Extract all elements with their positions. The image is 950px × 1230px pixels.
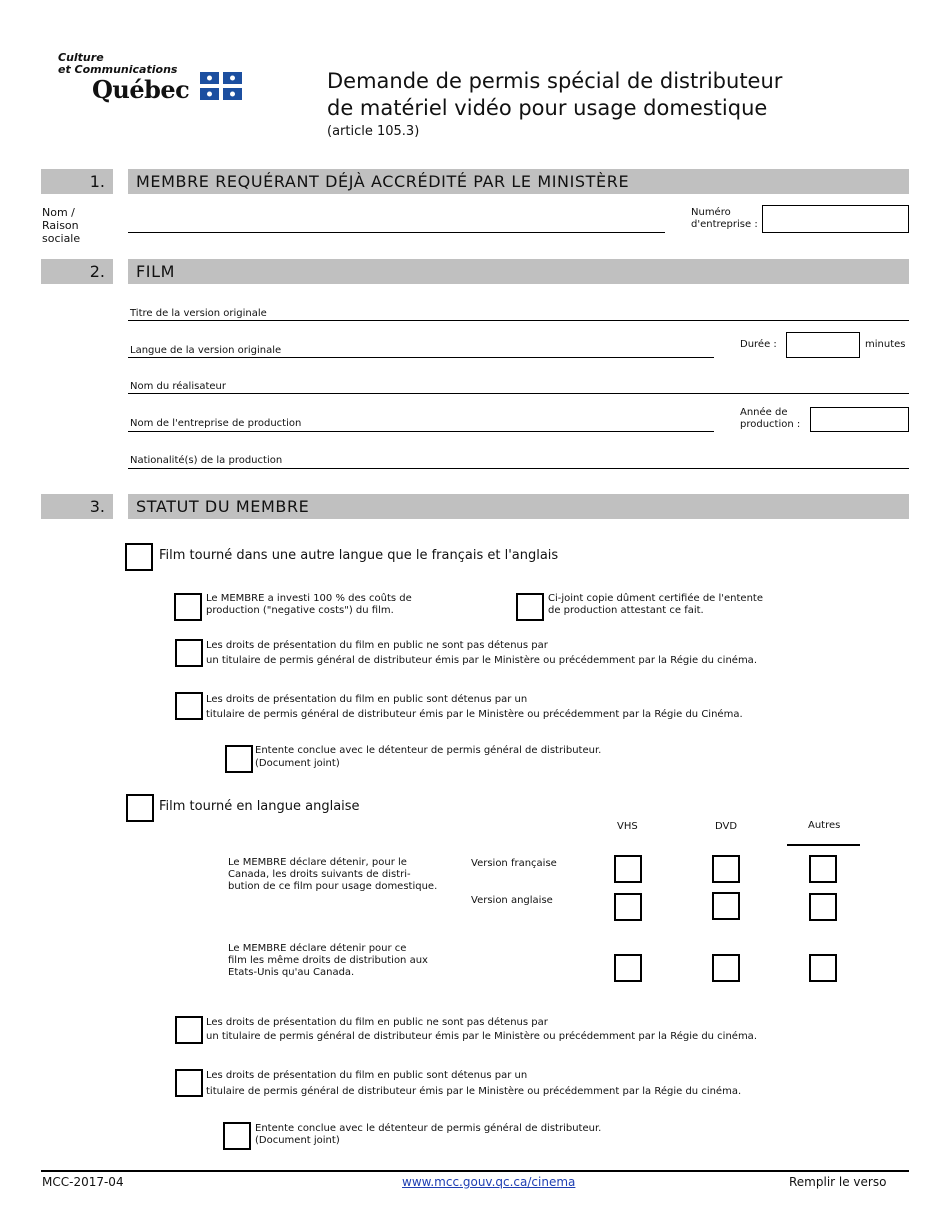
section1-title-bar (128, 169, 909, 194)
quebec-logo (56, 52, 246, 104)
us-dvd-checkbox[interactable] (712, 954, 740, 982)
other-agreement-line2: (Document joint) (255, 758, 340, 769)
col-header-vhs: VHS (617, 821, 638, 832)
logo-line-culture: Culture (58, 51, 104, 64)
invested-checkbox[interactable] (174, 593, 202, 621)
nationality-field[interactable] (128, 452, 909, 469)
section1-number: 1. (89, 172, 105, 191)
footer-rule (41, 1170, 909, 1172)
other-rights-not-held-line2: un titulaire de permis général de distributeur émis par le Ministère ou précédemment par la Régie du cinéma. (206, 655, 757, 666)
name-label-line2: Raison (42, 219, 79, 232)
english-rights-not-held-line1: Les droits de présentation du film en public ne sont pas détenus par (206, 1017, 548, 1028)
row-label-french-version: Version française (471, 858, 557, 869)
fill-reverse-note: Remplir le verso (789, 1175, 887, 1189)
section2-title-bar (128, 259, 909, 284)
invested-text-line2: production ("negative costs") du film. (206, 605, 394, 616)
english-other-checkbox[interactable] (809, 893, 837, 921)
certified-copy-text-line1: Ci-joint copie dûment certifiée de l'entente (548, 593, 763, 604)
form-title-line2: de matériel vidéo pour usage domestique (327, 96, 768, 120)
name-field[interactable] (128, 206, 665, 233)
section2-number-bar (41, 259, 113, 284)
quebec-flag-icon (200, 72, 242, 100)
nationality-label: Nationalité(s) de la production (130, 455, 283, 466)
director-field[interactable] (128, 378, 909, 394)
director-label: Nom du réalisateur (130, 381, 226, 392)
other-rights-held-checkbox[interactable] (175, 692, 203, 720)
name-label-line1: Nom / (42, 206, 75, 219)
section2-title: FILM (136, 262, 176, 281)
english-rights-not-held-checkbox[interactable] (175, 1016, 203, 1044)
name-label-line3: sociale (42, 232, 81, 245)
english-rights-held-checkbox[interactable] (175, 1069, 203, 1097)
english-agreement-checkbox[interactable] (223, 1122, 251, 1150)
other-agreement-checkbox[interactable] (225, 745, 253, 773)
english-rights-not-held-line2: un titulaire de permis général de distributeur émis par le Ministère ou précédemment par la Régie du cinéma. (206, 1031, 757, 1042)
other-rights-not-held-line1: Les droits de présentation du film en public ne sont pas détenus par (206, 640, 548, 651)
french-dvd-checkbox[interactable] (712, 855, 740, 883)
other-agreement-line1: Entente conclue avec le détenteur de permis général de distributeur. (255, 745, 602, 756)
enterprise-number-label-line1: Numéro (691, 207, 731, 218)
rights-us-line2: film les même droits de distribution aux (228, 955, 428, 966)
section3-title-bar (128, 494, 909, 519)
form-subtitle: (article 105.3) (327, 124, 420, 139)
section3-number-bar (41, 494, 113, 519)
rights-canada-line2: Canada, les droits suivants de distri- (228, 869, 411, 880)
other-rights-held-line2: titulaire de permis général de distributeur émis par le Ministère ou précédemment par la Régie du Cinéma. (206, 709, 743, 720)
us-vhs-checkbox[interactable] (614, 954, 642, 982)
col-header-other: Autres (808, 820, 841, 831)
other-language-label: Film tourné dans une autre langue que le français et l'anglais (159, 548, 559, 563)
website-link[interactable]: www.mcc.gouv.qc.ca/cinema (402, 1175, 576, 1189)
us-other-checkbox[interactable] (809, 954, 837, 982)
invested-text-line1: Le MEMBRE a investi 100 % des coûts de (206, 593, 412, 604)
section1-title: MEMBRE REQUÉRANT DÉJÀ ACCRÉDITÉ PAR LE MINISTÈRE (136, 172, 630, 191)
form-title-line1: Demande de permis spécial de distributeur (327, 69, 783, 93)
original-language-field[interactable] (128, 341, 714, 358)
english-rights-held-line2: titulaire de permis général de distributeur émis par le Ministère ou précédemment par la Régie du cinéma. (206, 1086, 742, 1097)
col-header-other-underline (787, 844, 860, 846)
section2-number: 2. (89, 262, 105, 281)
section1-number-bar (41, 169, 113, 194)
english-language-label: Film tourné en langue anglaise (159, 799, 360, 814)
production-company-label: Nom de l'entreprise de production (130, 418, 302, 429)
original-title-field[interactable] (128, 304, 909, 321)
rights-us-line1: Le MEMBRE déclare détenir pour ce (228, 943, 407, 954)
production-year-label-line1: Année de (740, 407, 788, 418)
form-code: MCC-2017-04 (42, 1175, 124, 1189)
production-year-label-line2: production : (740, 419, 801, 430)
rights-canada-line1: Le MEMBRE déclare détenir, pour le (228, 857, 407, 868)
duration-field[interactable] (786, 332, 860, 358)
enterprise-number-label-line2: d'entreprise : (691, 219, 758, 230)
other-rights-not-held-checkbox[interactable] (175, 639, 203, 667)
english-vhs-checkbox[interactable] (614, 893, 642, 921)
duration-label: Durée : (740, 339, 777, 350)
english-agreement-line2: (Document joint) (255, 1135, 340, 1146)
production-year-field[interactable] (810, 407, 909, 432)
enterprise-number-field[interactable] (762, 205, 909, 233)
logo-wordmark: Québec (92, 75, 190, 104)
certified-copy-text-line2: de production attestant ce fait. (548, 605, 704, 616)
english-dvd-checkbox[interactable] (712, 892, 740, 920)
rights-canada-line3: bution de ce film pour usage domestique. (228, 881, 438, 892)
other-rights-held-line1: Les droits de présentation du film en public sont détenus par un (206, 694, 528, 705)
section3-number: 3. (89, 497, 105, 516)
french-other-checkbox[interactable] (809, 855, 837, 883)
original-language-label: Langue de la version originale (130, 345, 282, 356)
english-rights-held-line1: Les droits de présentation du film en public sont détenus par un (206, 1070, 528, 1081)
col-header-dvd: DVD (715, 821, 738, 832)
certified-copy-checkbox[interactable] (516, 593, 544, 621)
english-agreement-line1: Entente conclue avec le détenteur de permis général de distributeur. (255, 1123, 602, 1134)
production-company-field[interactable] (128, 415, 714, 432)
row-label-english-version: Version anglaise (471, 895, 553, 906)
logo-line-communications: et Communications (58, 63, 178, 76)
original-title-label: Titre de la version originale (130, 308, 267, 319)
rights-us-line3: Etats-Unis qu'au Canada. (228, 967, 355, 978)
english-language-checkbox[interactable] (126, 794, 154, 822)
other-language-checkbox[interactable] (125, 543, 153, 571)
duration-unit: minutes (865, 339, 906, 350)
french-vhs-checkbox[interactable] (614, 855, 642, 883)
section3-title: STATUT DU MEMBRE (136, 497, 310, 516)
